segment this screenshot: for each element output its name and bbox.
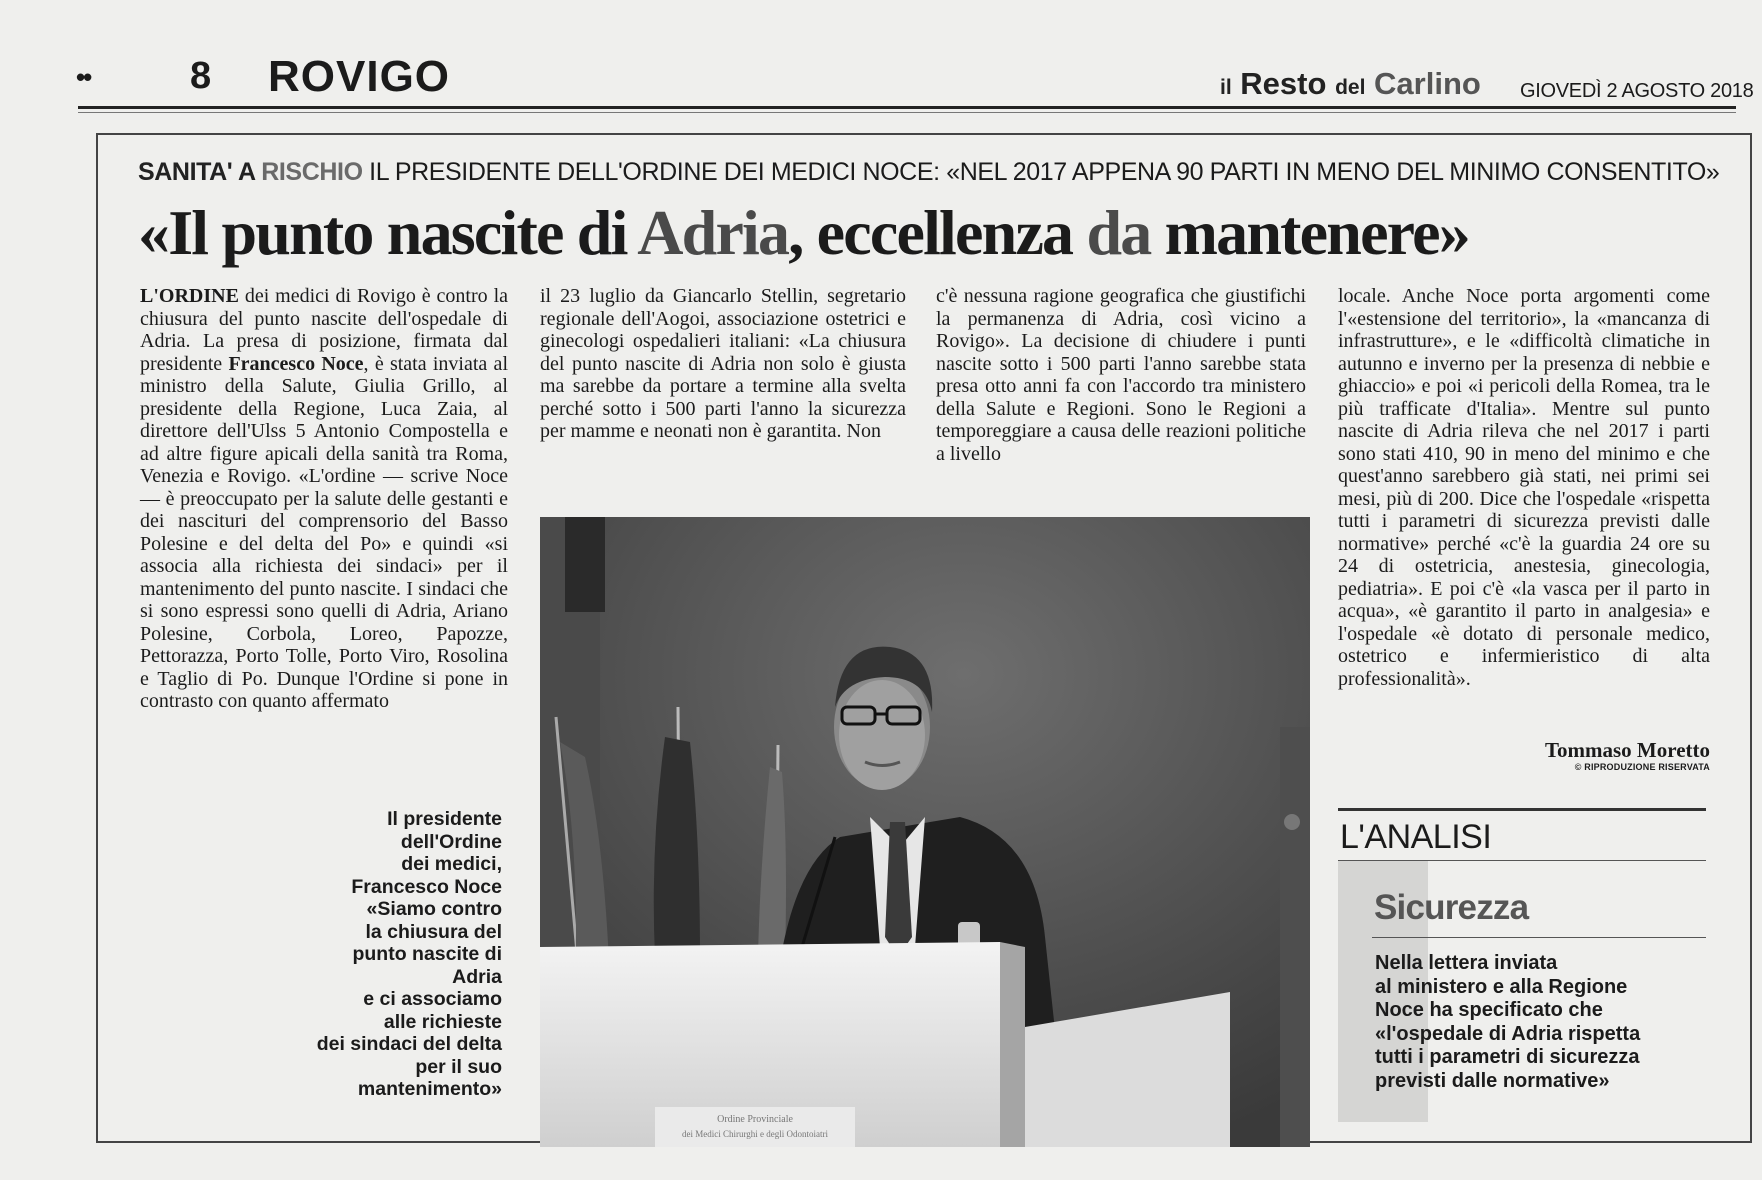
caption-line: dei sindaci del delta — [316, 1033, 502, 1055]
caption-line: e ci associamo — [363, 988, 502, 1010]
caption-line: dell'Ordine — [400, 830, 502, 853]
analysis-line: previsti dalle normative» — [1375, 1069, 1610, 1092]
caption-line: la chiusura del — [365, 920, 502, 943]
caption-line: «Siamo contro — [366, 898, 502, 920]
kicker-tag-a: SANITA' A — [138, 158, 262, 186]
caption-line: Adria — [452, 965, 502, 988]
article-photo — [540, 517, 1310, 1147]
page-number: 8 — [190, 55, 212, 97]
article-column-2: il 23 luglio da Giancarlo Stellin, segretario regionale dell'Aogoi, associazione ostetrici e ginecologi ospedalieri italiani: «La chiusura del punto nascite di Adria non solo è giusta ma sarebbe da portare a termine alla svelta perché sotto i 500 parti l'anno la sicurezza per mamme e neonati non è garantita. Non — [540, 285, 906, 442]
caption-line: alle richieste — [383, 1010, 502, 1033]
analysis-rule-top — [1338, 808, 1706, 811]
logo-part-il: il — [1220, 76, 1232, 99]
lead-word: L'ORDINE — [140, 285, 239, 307]
headline-part-b: Adria — [637, 197, 789, 268]
section-title: ROVIGO — [268, 52, 451, 101]
kicker — [138, 158, 1719, 187]
analysis-line: «l'ospedale di Adria rispetta — [1375, 1022, 1641, 1045]
author-signature: Tommaso Moretto — [1544, 738, 1710, 762]
kicker-text: IL PRESIDENTE DELL'ORDINE DEI MEDICI NOCE: «NEL 2017 APPENA 90 PARTI IN MENO DEL MINIMO CONSENTITO» — [369, 158, 1720, 186]
lectern-text-2: dei Medici Chirurghi e degli Odontoiatri — [681, 1129, 829, 1139]
col1-text-b: , è stata inviata al ministro della Salute, Giulia Grillo, al presidente della Regione, Luca Zaia, al direttore dell'Ulss 5 Antonio Compostella e ad altre figure apicali della sanità tra Roma, Venezia e Rovigo. «L'ordine — scrive Noce — è preoccupato per la salute delle gestanti e dei nascituri del comprensorio del Basso Polesine e del delta del Po» e quindi «si associa alla richiesta dei sindaci» per il mantenimento del punto nascite. I sindaci che si sono espressi sono quelli di Adria, Ariano Polesine, Corbola, Loreo, Papozze, Pettorazza, Porto Tolle, Porto Viro, Rosolina e Taglio di Po. Dunque l'Ordine si pone in contrasto con quanto affermato — [140, 352, 508, 712]
article-column-1 — [140, 285, 508, 713]
president-name: Francesco Noce — [228, 352, 364, 375]
photo-caption — [290, 808, 502, 1101]
logo-part-resto: Resto — [1240, 66, 1327, 101]
headline-part-a: «Il punto nascite di — [138, 197, 638, 268]
newspaper-logo — [1220, 66, 1481, 102]
copyright-notice: © RIPRODUZIONE RISERVATA — [1574, 762, 1710, 772]
headline — [138, 196, 1469, 270]
article-column-4: locale. Anche Noce porta argomenti come l'«estensione del territorio», la «mancanza di infrastrutture», e le «difficoltà climatiche in autunno e inverno per la presenza di nebbie e ghiaccio» e poi «i pericoli della Romea, tra le più trafficate d'Italia». Mentre sul punto nascite di Adria rileva che nel 2017 i parti sono stati 410, 90 in meno del minimo e che quest'anno sarebbero già stati, nei primi sei mesi, più di 200. Dice che l'ospedale «rispetta tutti i parametri di sicurezza previsti dalle normative» perché «c'è la guardia 24 ore su 24 di ostetricia, anestesia, ginecologia, pediatria». E poi c'è «la vasca per il parto in acqua», «è garantito il parto in analgesia» e l'ospedale «è dotato di personale medico, ostetrico e infermieristico di alta professionalità». — [1338, 285, 1710, 690]
kicker-tag — [138, 158, 363, 186]
caption-line: mantenimento» — [357, 1078, 502, 1100]
caption-line: punto nascite di — [352, 943, 502, 965]
logo-part-carlino: Carlino — [1374, 66, 1481, 101]
masthead-rule-thin — [78, 112, 1736, 113]
analysis-line: Nella lettera inviata — [1375, 952, 1558, 974]
page-marker: •• — [76, 62, 91, 92]
col1-text-a: dei medici di Rovigo è contro la chiusura del punto nascite dell'ospedale di Adria. La presa di posizione, firmata dal presidente — [140, 285, 508, 375]
analysis-rule — [1338, 860, 1706, 861]
kicker-tag-b: RISCHIO — [261, 158, 363, 186]
caption-line: Il presidente — [387, 808, 502, 830]
headline-part-c: , eccellenza — [788, 197, 1087, 268]
logo-part-del: del — [1335, 76, 1366, 99]
analysis-title: Sicurezza — [1374, 888, 1529, 927]
analysis-line: Noce ha specificato che — [1375, 999, 1603, 1021]
issue-date: GIOVEDÌ 2 AGOSTO 2018 — [1520, 80, 1754, 102]
caption-line: Francesco Noce — [351, 875, 502, 898]
analysis-line: al ministero e alla Regione — [1375, 975, 1628, 998]
analysis-line: tutti i parametri di sicurezza — [1375, 1046, 1640, 1068]
caption-line: dei medici, — [401, 853, 502, 875]
article-column-3: c'è nessuna ragione geografica che giustifichi la permanenza di Adria, così vicino a Rovigo». La decisione di chiudere i punti nascite sotto i 500 parti l'anno sarebbe stata presa otto anni fa con l'accordo tra ministero della Salute e Regioni. Sono le Regioni a temporeggiare a causa delle reazioni politiche a livello — [936, 285, 1306, 465]
caption-line: per il suo — [415, 1055, 502, 1078]
analysis-text — [1375, 952, 1705, 1093]
headline-part-e: mantenere» — [1150, 197, 1469, 268]
analysis-rule-low — [1372, 937, 1706, 938]
headline-part-d: da — [1086, 197, 1151, 268]
lectern-text-1: Ordine Provinciale — [717, 1114, 793, 1125]
analysis-section-title: L'ANALISI — [1340, 818, 1492, 856]
masthead-rule — [78, 106, 1736, 109]
